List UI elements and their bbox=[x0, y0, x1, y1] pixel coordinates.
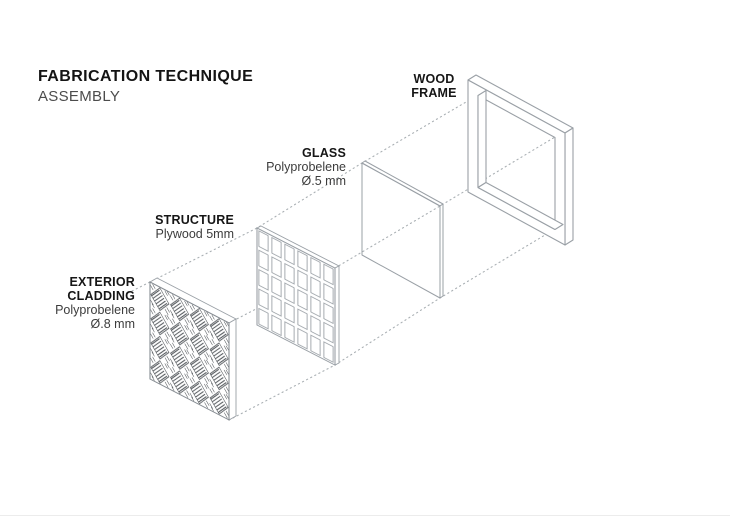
cladding-patterned-face bbox=[150, 282, 229, 420]
glass-top-edge bbox=[362, 161, 443, 206]
exterior-cladding-label bbox=[31, 275, 135, 331]
glass-panel bbox=[362, 161, 443, 298]
glass-label-thickness: Ø.5 mm bbox=[301, 174, 346, 188]
cladding-label-material: Polyprobelene bbox=[55, 303, 135, 317]
wood-frame-panel bbox=[468, 75, 573, 245]
glass-label bbox=[244, 146, 346, 188]
wood-frame-inner-left-reveal bbox=[478, 91, 486, 188]
wood-frame-inner-bottom-reveal bbox=[478, 183, 563, 230]
exterior-cladding-panel bbox=[150, 278, 236, 420]
structure-panel bbox=[257, 226, 339, 365]
title-block bbox=[38, 68, 253, 106]
wood-frame-label-line2: FRAME bbox=[411, 86, 457, 100]
wood-frame-label bbox=[405, 72, 463, 100]
cladding-label-title-line1: EXTERIOR bbox=[69, 275, 135, 289]
wood-frame-label-line1: WOOD bbox=[413, 72, 455, 86]
structure-label-material: Plywood 5mm bbox=[155, 227, 234, 241]
wood-frame-right-face bbox=[565, 128, 573, 245]
page-subtitle: ASSEMBLY bbox=[38, 87, 121, 105]
glass-label-title: GLASS bbox=[301, 146, 346, 160]
glass-label-material: Polyprobelene bbox=[266, 160, 346, 174]
structure-grid-face bbox=[257, 228, 335, 365]
page-title: FABRICATION TECHNIQUE bbox=[38, 68, 254, 85]
structure-label-title: STRUCTURE bbox=[155, 213, 234, 227]
cladding-label-title-line2: CLADDING bbox=[67, 289, 135, 303]
structure-label bbox=[130, 213, 234, 241]
cladding-label-thickness: Ø.8 mm bbox=[90, 317, 135, 331]
structure-right-face bbox=[335, 266, 339, 365]
cladding-right-face bbox=[229, 319, 236, 420]
